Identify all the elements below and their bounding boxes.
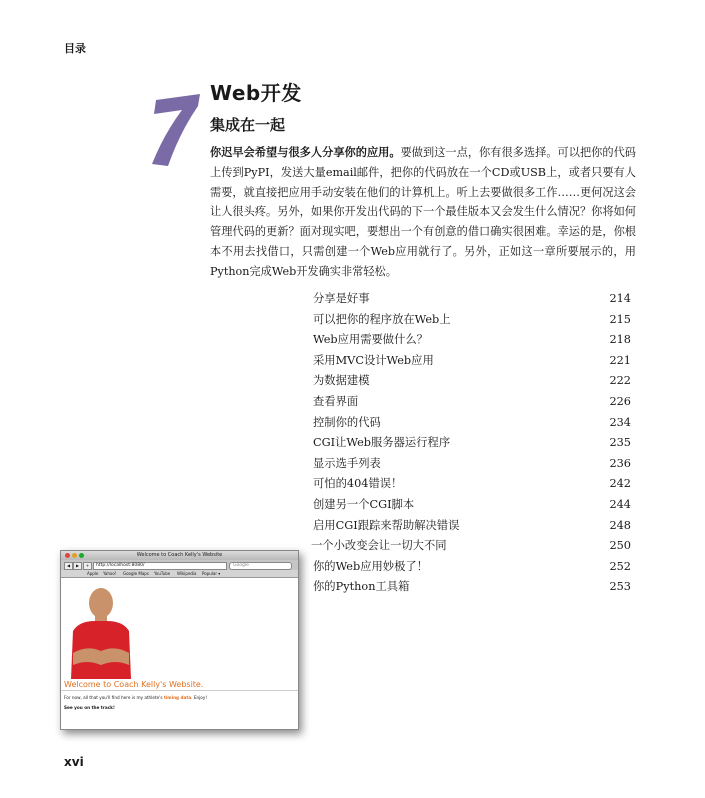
toc-entry[interactable]: 一个小改变会让一切大不同 250 [311,539,631,553]
toc-entry[interactable]: 显示选手列表 236 [313,456,631,470]
toc-entry[interactable]: CGI让Web服务器运行程序 235 [313,436,631,450]
add-bookmark-icon: + [83,562,92,570]
bookmark-item: Google Maps [123,571,149,576]
chapter-subtitle: 集成在一起 [210,116,286,134]
page-paragraph: For now, all that you'll find here is my athlete's timing data. Enjoy! [64,695,208,700]
browser-screenshot [60,550,299,730]
bookmarks-bar [61,570,298,578]
toc-entry[interactable]: 创建另一个CGI脚本 244 [313,497,631,511]
sign-off: See you on the track! [64,705,115,710]
browser-window-title: Welcome to Coach Kelly's Website [136,552,223,558]
search-field: Google [229,562,292,570]
intro-body: 要做到这一点，你有很多选择。可以把你的代码上传到PyPI，发送大量email邮件，把你的代码放在一个CD或USB上，或者只要有人需要，就直接把应用手动安装在他们的计算机上。听上去要做很多工作……更何况这会让人很头疼。另外，如果你开发出代码的下一个最佳版本又会发生什么情况？你将如何管理代码的更新？面对现实吧，要想出一个有创意的借口确实很困难。幸运的是，你根本不用去找借口，只需创建一个Web应用就行了。另外，正如这一章所要展示的，用Python完成Web开发确实非常轻松。 [210,146,636,278]
toc-entry[interactable]: Web应用需要做什么？ 218 [313,333,631,347]
running-head: 目录 [64,42,86,55]
chapter-number [146,88,206,168]
toc-entry[interactable]: 查看界面 226 [313,394,631,408]
back-icon: ◀ [64,562,73,570]
browser-toolbar [61,560,298,570]
timing-data-link: timing data [163,695,192,700]
chapter-title: Web开发 [210,81,302,105]
bookmark-item: Yahoo! [103,571,117,576]
browser-titlebar [61,551,298,560]
toc-entry[interactable]: 控制你的代码 234 [313,415,631,429]
address-bar: http://localhost:8080/ [93,562,227,570]
toc-entry[interactable]: 分享是好事 214 [313,292,631,305]
page-number: xvi [64,755,84,769]
toc-entry[interactable]: 可怕的404错误！ 242 [313,477,631,491]
table-of-contents [313,289,633,598]
divider [61,690,298,691]
chapter-intro [210,143,636,282]
toc-entry[interactable]: 启用CGI跟踪来帮助解决错误 248 [313,518,631,532]
bookmark-item: Popular ▾ [202,571,221,576]
toc-entry[interactable]: 你的Python工具箱 253 [313,580,631,594]
toc-entry[interactable]: 你的Web应用妙极了！ 252 [313,559,631,573]
bookmark-item: Wikipedia [177,571,197,576]
toc-entry[interactable]: 为数据建模 222 [313,374,631,388]
bookmark-item: Apple [87,571,99,576]
forward-icon: ▶ [73,562,82,570]
bookmark-item: YouTube [154,571,171,576]
coach-photo [67,581,135,679]
toc-entry[interactable]: 采用MVC设计Web应用 221 [313,353,631,367]
toc-entry[interactable]: 可以把你的程序放在Web上 215 [313,312,631,326]
intro-lead: 你迟早会希望与很多人分享你的应用。 [210,146,401,159]
page-heading: Welcome to Coach Kelly's Website. [64,680,204,689]
